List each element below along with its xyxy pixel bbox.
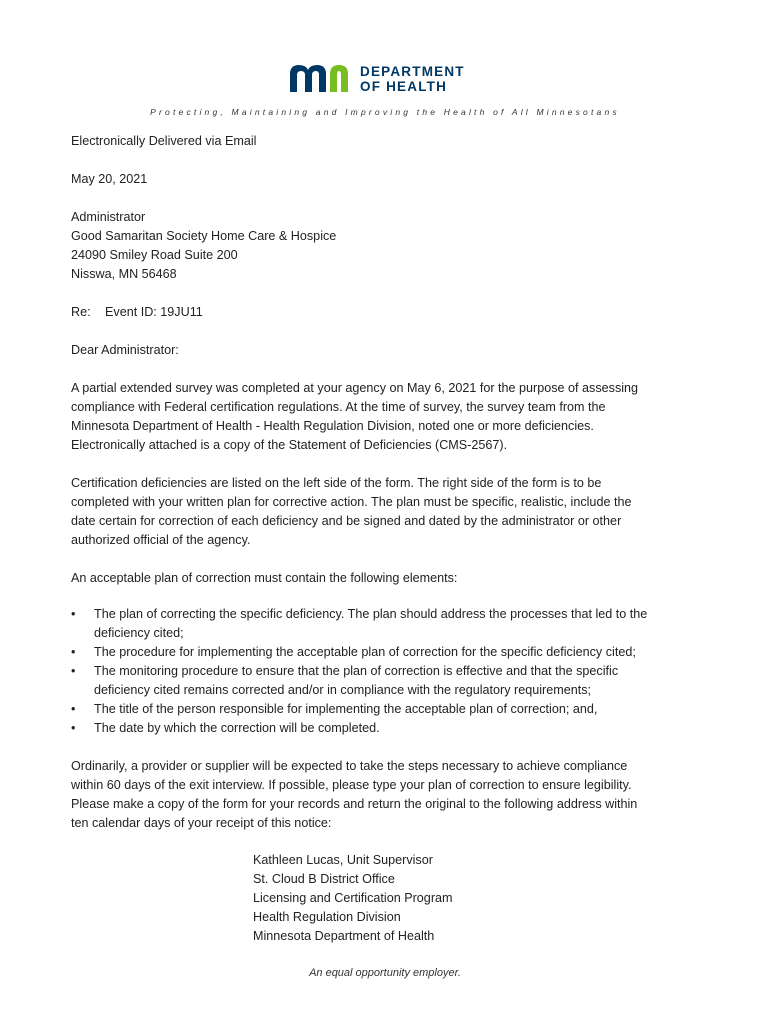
logo-line-2: OF HEALTH (360, 79, 448, 94)
letter-date: May 20, 2021 (71, 172, 148, 186)
recipient-address (71, 208, 711, 284)
list-item-line: deficiency cited; (94, 626, 184, 640)
list-item-line: The plan of correcting the specific deficiency. The plan should address the processes that led to the (94, 607, 648, 621)
tagline: Protecting, Maintaining and Improving the Health of All Minnesotans (150, 107, 620, 117)
address-line: St. Cloud B District Office (253, 872, 395, 886)
list-item-line: The monitoring procedure to ensure that the plan of correction is effective and that the specific (94, 664, 619, 678)
delivery-note: Electronically Delivered via Email (71, 134, 257, 148)
paragraph-line: Please make a copy of the form for your records and return the original to the following address within (71, 797, 638, 811)
footer-note: An equal opportunity employer. (309, 967, 461, 979)
elements-list (71, 605, 711, 738)
return-address (253, 851, 453, 946)
address-line: Minnesota Department of Health (253, 929, 435, 943)
paragraph-line: compliance with Federal certification regulations. At the time of survey, the survey team from the (71, 400, 606, 414)
bullet-icon: • (71, 607, 76, 621)
logo-line-1: DEPARTMENT (360, 64, 465, 79)
paragraph-line: within 60 days of the exit interview. If possible, please type your plan of correction to ensure legibility. (71, 778, 632, 792)
mn-logo-icon (288, 62, 358, 94)
paragraph-line: completed with your written plan for corrective action. The plan must be specific, realistic, include the (71, 495, 632, 509)
bullet-icon: • (71, 645, 76, 659)
re-label: Re: (71, 305, 91, 319)
bullet-icon: • (71, 721, 76, 735)
paragraph-survey (71, 379, 711, 455)
list-item-line: deficiency cited remains corrected and/or in compliance with the regulatory requirements; (94, 683, 591, 697)
address-line: Kathleen Lucas, Unit Supervisor (253, 853, 433, 867)
list-item (71, 700, 711, 719)
paragraph-line: ten calendar days of your receipt of this notice: (71, 816, 332, 830)
list-item-line: The title of the person responsible for implementing the acceptable plan of correction; and, (94, 702, 598, 716)
list-item-line: The procedure for implementing the acceptable plan of correction for the specific deficiency cited; (94, 645, 636, 659)
recipient-line: Administrator (71, 210, 146, 224)
address-line: Health Regulation Division (253, 910, 401, 924)
bullet-icon: • (71, 664, 76, 678)
paragraph-line: Electronically attached is a copy of the Statement of Deficiencies (CMS-2567). (71, 438, 508, 452)
list-item (71, 719, 711, 738)
paragraph-elements-intro: An acceptable plan of correction must contain the following elements: (71, 571, 458, 585)
recipient-line: 24090 Smiley Road Suite 200 (71, 248, 238, 262)
list-item-line: The date by which the correction will be completed. (94, 721, 380, 735)
re-value: Event ID: 19JU11 (105, 305, 203, 319)
paragraph-timeline (71, 757, 711, 833)
paragraph-line: A partial extended survey was completed at your agency on May 6, 2021 for the purpose of assessing (71, 381, 639, 395)
recipient-line: Nisswa, MN 56468 (71, 267, 177, 281)
paragraph-line: Certification deficiencies are listed on the left side of the form. The right side of the form is to be (71, 476, 602, 490)
paragraph-line: Ordinarily, a provider or supplier will be expected to take the steps necessary to achieve compliance (71, 759, 628, 773)
mdh-logo (288, 62, 488, 96)
bullet-icon: • (71, 702, 76, 716)
address-line: Licensing and Certification Program (253, 891, 453, 905)
salutation: Dear Administrator: (71, 343, 179, 357)
paragraph-line: date certain for correction of each deficiency and be signed and dated by the administrator or other (71, 514, 622, 528)
paragraph-line: Minnesota Department of Health - Health Regulation Division, noted one or more deficiencies. (71, 419, 594, 433)
recipient-line: Good Samaritan Society Home Care & Hospice (71, 229, 337, 243)
list-item (71, 605, 711, 643)
paragraph-line: authorized official of the agency. (71, 533, 251, 547)
list-item (71, 662, 711, 700)
paragraph-deficiencies (71, 474, 711, 550)
re-line (71, 303, 203, 322)
logo-wordmark (360, 64, 465, 94)
list-item (71, 643, 711, 662)
